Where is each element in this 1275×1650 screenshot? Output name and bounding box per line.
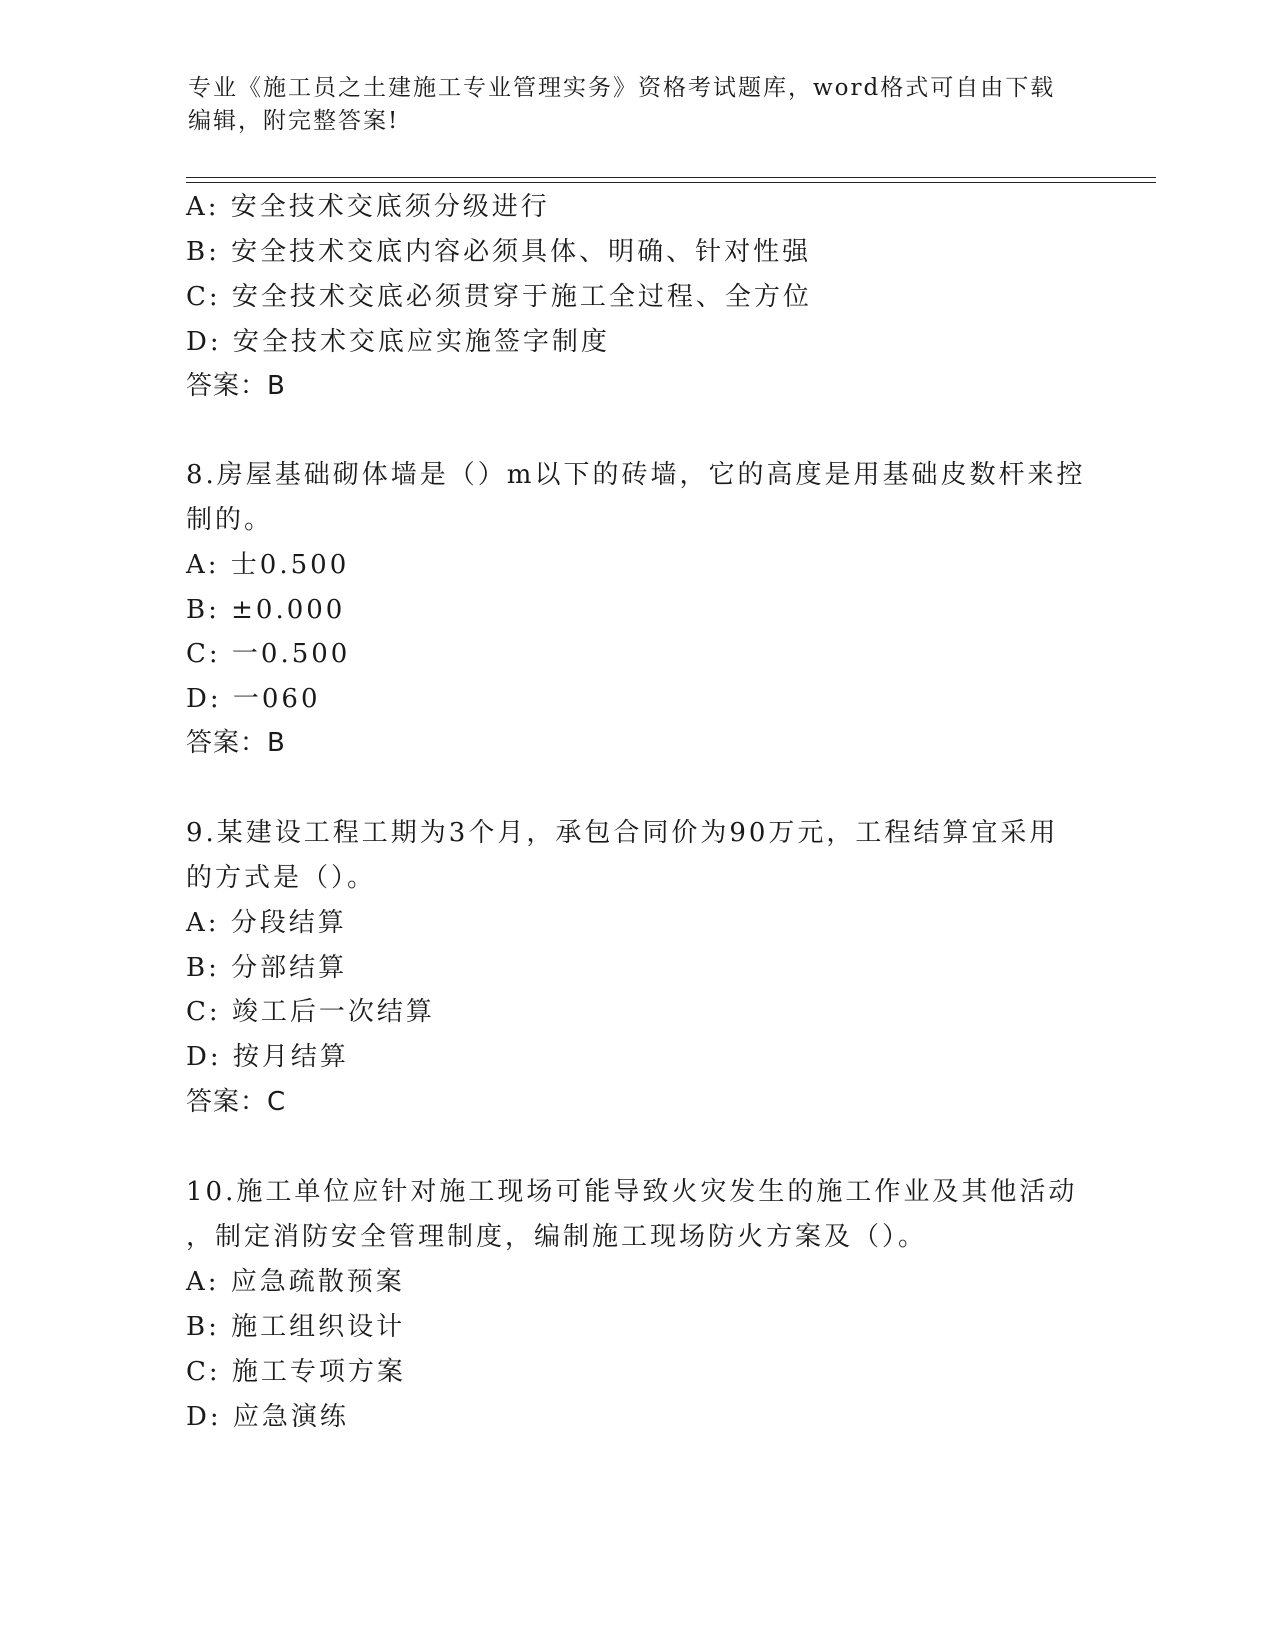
q9-option-a: A: 分段结算	[186, 908, 347, 938]
q8-option-d: D: 一060	[186, 684, 321, 714]
q9-stem-line2: 的方式是（）。	[186, 863, 377, 893]
q9-option-c: C: 竣工后一次结算	[186, 997, 435, 1027]
q8-option-b: B: ±0.000	[186, 595, 346, 625]
q9-answer: 答案：C	[186, 1087, 287, 1117]
q7-option-a: A: 安全技术交底须分级进行	[186, 192, 550, 222]
q10-option-c: C: 施工专项方案	[186, 1357, 406, 1387]
q10-option-d: D: 应急演练	[186, 1402, 349, 1432]
q10-stem-line2: ，制定消防安全管理制度，编制施工现场防火方案及（）。	[186, 1222, 928, 1252]
q8-stem-line1: 8.房屋基础砌体墙是（）m以下的砖墙，它的高度是用基础皮数杆来控	[186, 460, 1086, 490]
q10-option-b: B: 施工组织设计	[186, 1312, 406, 1342]
q8-answer: 答案：B	[186, 728, 286, 758]
q7-option-d: D: 安全技术交底应实施签字制度	[186, 327, 610, 357]
q9-stem-line1: 9.某建设工程工期为3个月，承包合同价为90万元，工程结算宜采用	[186, 818, 1059, 848]
q9-option-d: D: 按月结算	[186, 1042, 349, 1072]
q8-stem-line2: 制的。	[186, 505, 274, 535]
q8-option-c: C: 一0.500	[186, 639, 351, 669]
q10-option-a: A: 应急疏散预案	[186, 1267, 405, 1297]
q9-option-b: B: 分部结算	[186, 953, 348, 983]
header-divider-bottom	[186, 182, 1156, 183]
header-divider-top	[186, 177, 1156, 178]
document-header: 专业《施工员之土建施工专业管理实务》资格考试题库，word格式可自由下载编辑，附完整答案!	[188, 75, 1056, 134]
q7-option-c: C: 安全技术交底必须贯穿于施工全过程、全方位	[186, 282, 812, 312]
q10-stem-line1: 10.施工单位应针对施工现场可能导致火灾发生的施工作业及其他活动	[186, 1177, 1078, 1207]
q7-option-b: B: 安全技术交底内容必须具体、明确、针对性强	[186, 237, 812, 267]
q7-answer: 答案：B	[186, 371, 286, 401]
q8-option-a: A: 士0.500	[186, 550, 350, 580]
